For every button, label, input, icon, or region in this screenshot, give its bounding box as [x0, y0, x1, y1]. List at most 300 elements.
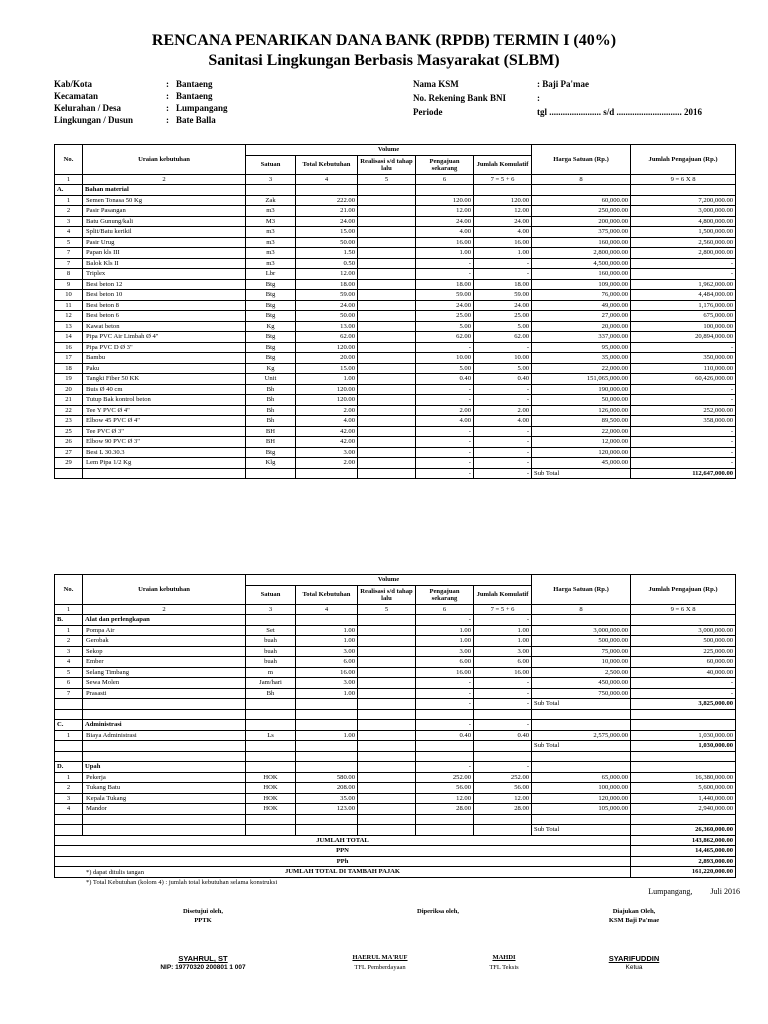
table-cell — [296, 615, 358, 626]
table-cell — [55, 709, 83, 720]
table-cell: - — [416, 688, 474, 699]
table-cell: 120,000.00 — [532, 793, 631, 804]
table-row — [55, 258, 736, 269]
table-cell: 4.00 — [416, 227, 474, 238]
table-cell: - — [474, 258, 532, 269]
table-cell: 18.00 — [416, 279, 474, 290]
table-cell — [358, 468, 416, 479]
section-row — [55, 185, 736, 196]
table-row — [55, 688, 736, 699]
table-cell: 105,000.00 — [532, 804, 631, 815]
table-cell: - — [416, 269, 474, 280]
table-row — [55, 374, 736, 385]
budget-table-1 — [54, 144, 736, 479]
table-cell: 2 — [55, 636, 83, 647]
table-cell: 23 — [55, 416, 83, 427]
table-cell: 190,000.00 — [532, 384, 631, 395]
table-cell: 2 — [55, 783, 83, 794]
budget-table-2 — [54, 574, 736, 878]
table-cell: Bh — [246, 395, 296, 406]
table-cell — [246, 709, 296, 720]
table-cell: 252.00 — [474, 772, 532, 783]
table-cell: m3 — [246, 258, 296, 269]
table-cell: 12.00 — [416, 206, 474, 217]
table-cell: 12.00 — [296, 269, 358, 280]
table-cell: 1 — [55, 625, 83, 636]
table-cell — [474, 185, 532, 196]
table-cell: Selang Timbang — [83, 667, 246, 678]
table-cell — [246, 615, 296, 626]
table-cell: 4.00 — [474, 416, 532, 427]
dash-cell: - — [416, 762, 474, 773]
table-cell: 19 — [55, 374, 83, 385]
table-cell — [358, 300, 416, 311]
table-cell: 22,000.00 — [532, 363, 631, 374]
table-cell: Buis Ø 40 cm — [83, 384, 246, 395]
header-jumlah: Jumlah Pengajuan (Rp.) — [631, 145, 736, 175]
table-cell: 350,000.00 — [631, 353, 736, 364]
table-cell: Bambu — [83, 353, 246, 364]
table-cell: - — [631, 458, 736, 469]
table-cell: 0.40 — [416, 374, 474, 385]
table-cell: Lbr — [246, 269, 296, 280]
table-cell: - — [631, 678, 736, 689]
table-cell — [532, 615, 631, 626]
dash-cell: - — [416, 720, 474, 731]
table-cell: 151,065,000.00 — [532, 374, 631, 385]
table-cell — [83, 825, 246, 836]
section-title: Administrasi — [83, 720, 246, 731]
table-cell: 7 — [55, 248, 83, 259]
total-label: JUMLAH TOTAL DI TAMBAH PAJAK — [55, 867, 631, 878]
total-value: 2,893,000.00 — [631, 856, 736, 867]
sig-right-role: Diajukan Oleh, — [612, 908, 656, 915]
table-cell: Pipa PVC Air Limbah Ø 4" — [83, 332, 246, 343]
info-value: Bantaeng — [176, 91, 213, 101]
table-cell — [474, 825, 532, 836]
table-cell: buah — [246, 657, 296, 668]
table-row — [55, 321, 736, 332]
table-cell — [358, 615, 416, 626]
info-separator: : — [166, 79, 169, 89]
table-cell: - — [474, 342, 532, 353]
table-cell: 120.00 — [296, 395, 358, 406]
dash-cell: - — [474, 762, 532, 773]
header-satuan: Satuan — [246, 585, 296, 604]
table-cell: 5 — [55, 667, 83, 678]
table-cell — [246, 825, 296, 836]
table-cell: 16,380,000.00 — [631, 772, 736, 783]
table-row — [55, 353, 736, 364]
table-cell — [416, 825, 474, 836]
header-harga: Harga Satuan (Rp.) — [532, 575, 631, 605]
table-cell: 24.00 — [474, 300, 532, 311]
blank-row — [55, 751, 736, 762]
table-cell: BH — [246, 437, 296, 448]
table-cell: 1 — [55, 730, 83, 741]
table-cell: m3 — [246, 227, 296, 238]
table-cell: Kawat beton — [83, 321, 246, 332]
table-cell — [358, 269, 416, 280]
table-cell: - — [631, 395, 736, 406]
column-number: 7 = 5 + 6 — [474, 604, 532, 615]
table-cell: 2.00 — [416, 405, 474, 416]
info-label: Kab/Kota — [54, 79, 93, 89]
table-cell — [296, 751, 358, 762]
table-cell: 252,000.00 — [631, 405, 736, 416]
table-row — [55, 363, 736, 374]
table-cell: 6.00 — [474, 657, 532, 668]
subtotal-row — [55, 699, 736, 710]
info-label: Nama KSM — [413, 79, 459, 89]
table-row — [55, 416, 736, 427]
table-row — [55, 636, 736, 647]
table-cell: 4,484,000.00 — [631, 290, 736, 301]
table-cell — [358, 395, 416, 406]
table-cell — [631, 762, 736, 773]
table-cell: 1.00 — [416, 636, 474, 647]
table-cell: 49,000.00 — [532, 300, 631, 311]
table-cell: Kg — [246, 321, 296, 332]
table-cell: 24.00 — [416, 300, 474, 311]
total-row — [55, 867, 736, 878]
table-cell — [358, 458, 416, 469]
sig-left-role2: PPTK — [194, 917, 212, 924]
table-cell — [246, 814, 296, 825]
table-cell: 18.00 — [296, 279, 358, 290]
table-cell: - — [416, 342, 474, 353]
table-row — [55, 793, 736, 804]
table-cell: 24.00 — [474, 216, 532, 227]
table-row — [55, 783, 736, 794]
table-cell: 28.00 — [474, 804, 532, 815]
table-cell: Split/Batu kerikil — [83, 227, 246, 238]
table-cell: 29 — [55, 458, 83, 469]
info-label: Kelurahan / Desa — [54, 103, 122, 113]
table-cell: 6.00 — [416, 657, 474, 668]
header-no: No. — [55, 145, 83, 175]
table-cell: 4,500,000.00 — [532, 258, 631, 269]
table-cell: 250,000.00 — [532, 206, 631, 217]
table-cell: 4,800,000.00 — [631, 216, 736, 227]
blank-row — [55, 709, 736, 720]
subtotal-row — [55, 468, 736, 479]
table-cell: 6.00 — [296, 657, 358, 668]
table-cell: 7,200,000.00 — [631, 195, 736, 206]
table-cell: 27,000.00 — [532, 311, 631, 322]
table-cell — [416, 709, 474, 720]
table-row — [55, 678, 736, 689]
table-cell: 20,894,000.00 — [631, 332, 736, 343]
table-cell — [358, 279, 416, 290]
table-row — [55, 625, 736, 636]
table-cell: 26 — [55, 437, 83, 448]
table-cell: 3,000,000.00 — [532, 625, 631, 636]
subtotal-label: Sub Total — [532, 825, 631, 836]
table-cell: - — [631, 269, 736, 280]
table-row — [55, 195, 736, 206]
table-cell: 225,000.00 — [631, 646, 736, 657]
table-cell: 16.00 — [416, 237, 474, 248]
table-cell: 1.00 — [296, 730, 358, 741]
table-cell: Prasasti — [83, 688, 246, 699]
table-cell: 17 — [55, 353, 83, 364]
table-cell: 8 — [55, 269, 83, 280]
table-cell — [83, 741, 246, 752]
column-number: 9 = 6 X 8 — [631, 604, 736, 615]
table-cell: Bh — [246, 384, 296, 395]
table-cell — [358, 783, 416, 794]
table-cell: - — [474, 269, 532, 280]
table-cell: 222.00 — [296, 195, 358, 206]
sig-left-role: Disetujui oleh, — [182, 908, 224, 915]
sig-mid-role: Diperiksa oleh, — [417, 908, 459, 915]
table-cell: Kepala Tukang — [83, 793, 246, 804]
column-number: 8 — [532, 604, 631, 615]
table-cell: Btg — [246, 279, 296, 290]
table-cell: 16.00 — [474, 667, 532, 678]
table-cell — [358, 762, 416, 773]
table-cell — [358, 636, 416, 647]
table-cell — [358, 216, 416, 227]
table-cell: 10.00 — [474, 353, 532, 364]
table-cell: Ls — [246, 730, 296, 741]
sig-left-nip: NIP: 19770320 200801 1 007 — [160, 964, 246, 971]
dash-cell: - — [474, 615, 532, 626]
table-cell: 500,000.00 — [532, 636, 631, 647]
subtotal-label: Sub Total — [532, 699, 631, 710]
table-cell: - — [474, 458, 532, 469]
subtotal-value: 3,825,000.00 — [631, 699, 736, 710]
table-cell: Zak — [246, 195, 296, 206]
column-number: 8 — [532, 174, 631, 185]
section-code: D. — [55, 762, 83, 773]
table-cell: 120,000.00 — [532, 447, 631, 458]
document-title: RENCANA PENARIKAN DANA BANK (RPDB) TERMIN I (40%) — [151, 32, 617, 49]
table-cell: 5.00 — [474, 363, 532, 374]
table-cell: 2,575,000.00 — [532, 730, 631, 741]
table-cell — [532, 185, 631, 196]
table-cell — [358, 416, 416, 427]
table-cell: Bh — [246, 688, 296, 699]
table-row — [55, 332, 736, 343]
table-cell: 13 — [55, 321, 83, 332]
table-cell: 120.00 — [296, 384, 358, 395]
table-cell: 16 — [55, 342, 83, 353]
table-cell: 59.00 — [416, 290, 474, 301]
table-cell: 10 — [55, 290, 83, 301]
table-cell: - — [474, 395, 532, 406]
table-cell: 4 — [55, 227, 83, 238]
table-cell — [358, 825, 416, 836]
table-cell: 109,000.00 — [532, 279, 631, 290]
subtotal-value: 26,360,000.00 — [631, 825, 736, 836]
table-cell: Balok Kls II — [83, 258, 246, 269]
table-cell — [358, 625, 416, 636]
table-cell: 160,000.00 — [532, 269, 631, 280]
info-value: : — [537, 93, 540, 103]
table-cell: 358,000.00 — [631, 416, 736, 427]
table-cell — [296, 720, 358, 731]
table-cell: - — [416, 678, 474, 689]
table-row — [55, 804, 736, 815]
table-cell: 3 — [55, 216, 83, 227]
table-cell: Elbow 90 PVC Ø 3" — [83, 437, 246, 448]
table-row — [55, 342, 736, 353]
total-label: JUMLAH TOTAL — [55, 835, 631, 846]
table-cell: 2 — [55, 206, 83, 217]
dash-cell: - — [416, 468, 474, 479]
column-number: 2 — [83, 174, 246, 185]
table-cell: 0.40 — [474, 730, 532, 741]
total-value: 143,862,000.00 — [631, 835, 736, 846]
table-cell: 7 — [55, 688, 83, 699]
info-label: Lingkungan / Dusun — [54, 115, 134, 125]
table-cell: 62.00 — [416, 332, 474, 343]
header-pengajuan: Pengajuan sekarang — [416, 155, 474, 174]
table-row — [55, 437, 736, 448]
table-cell: 1,962,000.00 — [631, 279, 736, 290]
table-cell: 3.00 — [296, 447, 358, 458]
table-cell: Btg — [246, 332, 296, 343]
header-pengajuan: Pengajuan sekarang — [416, 585, 474, 604]
table-cell: Besi beton 6 — [83, 311, 246, 322]
table-cell: 21.00 — [296, 206, 358, 217]
table-row — [55, 269, 736, 280]
table-cell — [532, 751, 631, 762]
table-cell — [296, 741, 358, 752]
table-cell — [358, 730, 416, 741]
table-cell: 42.00 — [296, 426, 358, 437]
table-cell — [246, 185, 296, 196]
header-uraian: Uraian kebutuhan — [83, 575, 246, 605]
table-cell — [358, 195, 416, 206]
table-cell — [358, 185, 416, 196]
table-cell: 3 — [55, 646, 83, 657]
table-cell: Sekop — [83, 646, 246, 657]
subtotal-value: 112,647,000.00 — [631, 468, 736, 479]
table-cell — [631, 720, 736, 731]
table-cell: HOK — [246, 793, 296, 804]
table-cell: 1 — [55, 195, 83, 206]
table-cell: 100,000.00 — [631, 321, 736, 332]
table-cell — [474, 814, 532, 825]
table-cell: 12,000.00 — [532, 437, 631, 448]
info-value: Lumpangang — [176, 103, 228, 113]
table-cell: 5 — [55, 237, 83, 248]
table-cell — [83, 468, 246, 479]
table-cell: 3 — [55, 793, 83, 804]
table-cell: - — [631, 384, 736, 395]
table-cell: 110,000.00 — [631, 363, 736, 374]
table-cell: m3 — [246, 237, 296, 248]
info-label: Kecamatan — [54, 91, 98, 101]
table-cell: 375,000.00 — [532, 227, 631, 238]
table-cell: Sewa Molen — [83, 678, 246, 689]
table-cell — [246, 741, 296, 752]
table-cell: 1,500,000.00 — [631, 227, 736, 238]
table-cell: Pasir Pasangan — [83, 206, 246, 217]
table-cell: 10.00 — [416, 353, 474, 364]
header-kumulatif: Jumlah Komulatif — [474, 585, 532, 604]
header-total_kebutuhan: Total Kebutuhan — [296, 155, 358, 174]
table-cell: 3,000,000.00 — [631, 625, 736, 636]
table-cell — [83, 751, 246, 762]
table-cell: - — [631, 437, 736, 448]
info-separator: : — [166, 103, 169, 113]
table-row — [55, 227, 736, 238]
table-cell — [358, 772, 416, 783]
table-row — [55, 300, 736, 311]
header-realisasi: Realisasi s/d tahap lalu — [358, 155, 416, 174]
table-row — [55, 311, 736, 322]
table-cell: Papan kls III — [83, 248, 246, 259]
table-cell — [83, 814, 246, 825]
note-2: *) Total Kebutuhan (kolom 4) : jumlah total kebutuhan selama konstruksi — [86, 879, 278, 886]
header-realisasi: Realisasi s/d tahap lalu — [358, 585, 416, 604]
table-cell: 45,000.00 — [532, 458, 631, 469]
table-cell — [246, 751, 296, 762]
table-cell: - — [416, 258, 474, 269]
table-cell: Tukang Batu — [83, 783, 246, 794]
table-cell — [474, 741, 532, 752]
table-cell — [416, 814, 474, 825]
sig-right-title: Ketua — [625, 964, 643, 971]
table-row — [55, 279, 736, 290]
table-cell: 2,940,000.00 — [631, 804, 736, 815]
table-cell: - — [474, 384, 532, 395]
sig-mid2-title: TFL Teksis — [489, 964, 519, 971]
table-cell: - — [474, 437, 532, 448]
table-cell: Kg — [246, 363, 296, 374]
table-cell: 3.00 — [296, 646, 358, 657]
table-cell: Klg — [246, 458, 296, 469]
table-cell: 1.00 — [474, 248, 532, 259]
table-cell: 3,000,000.00 — [631, 206, 736, 217]
table-cell — [83, 699, 246, 710]
table-cell: 0.40 — [474, 374, 532, 385]
table-cell: 28.00 — [416, 804, 474, 815]
total-row — [55, 856, 736, 867]
place-date: Lumpangang, Juli 2016 — [648, 887, 740, 896]
table-cell: 27 — [55, 447, 83, 458]
table-cell — [83, 709, 246, 720]
table-cell: Pipa PVC D Ø 3" — [83, 342, 246, 353]
table-cell: 50,000.00 — [532, 395, 631, 406]
table-row — [55, 772, 736, 783]
table-cell: m — [246, 667, 296, 678]
table-cell: 450,000.00 — [532, 678, 631, 689]
table-cell: Set — [246, 625, 296, 636]
header-satuan: Satuan — [246, 155, 296, 174]
table-cell: Pekerja — [83, 772, 246, 783]
table-cell: Btg — [246, 447, 296, 458]
table-row — [55, 206, 736, 217]
table-cell: Tangki Fiber 50 KK — [83, 374, 246, 385]
table-cell — [296, 699, 358, 710]
table-cell — [358, 374, 416, 385]
table-cell — [358, 321, 416, 332]
table-cell: 1.00 — [474, 625, 532, 636]
info-value: tgl ....................... s/d ............................. 2016 — [537, 107, 703, 117]
table-cell: Tee PVC Ø 3" — [83, 426, 246, 437]
table-cell: 18.00 — [474, 279, 532, 290]
table-cell: 40,000.00 — [631, 667, 736, 678]
table-cell: - — [474, 688, 532, 699]
table-cell: Btg — [246, 311, 296, 322]
table-cell: 42.00 — [296, 437, 358, 448]
table-cell: buah — [246, 646, 296, 657]
